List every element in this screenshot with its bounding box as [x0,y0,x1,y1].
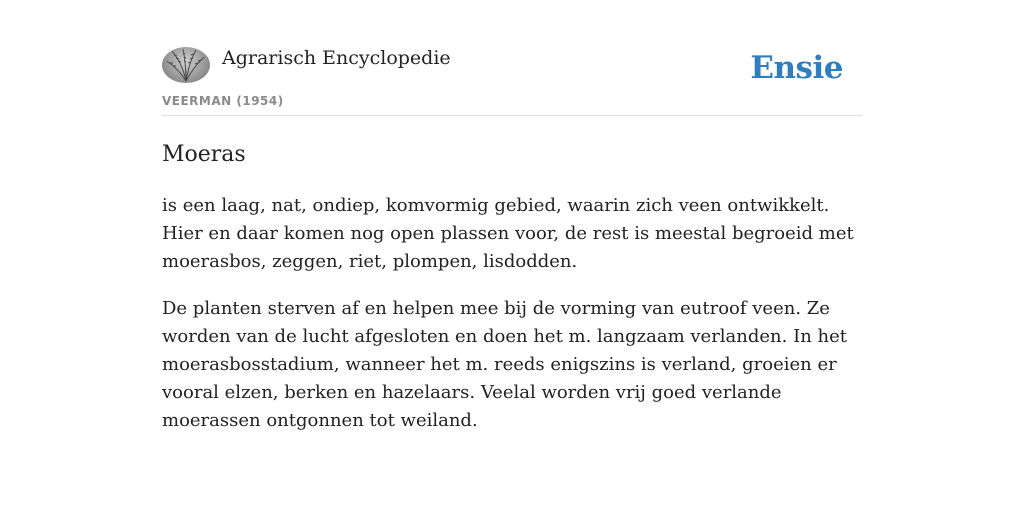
entry-title: Moeras [162,142,246,167]
source-subtitle: VEERMAN (1954) [162,94,284,108]
page-container [162,40,862,454]
entry-body [162,192,862,435]
wheat-engraving-icon[interactable] [162,47,210,83]
ensie-logo-link[interactable]: Ensie [750,50,843,86]
entry-paragraph: is een laag, nat, ondiep, komvormig gebied, waarin zich veen ontwikkelt. Hier en daar komen nog open plassen voor, de rest is meestal begroeid met moerasbos, zeggen, riet, plompen, lisdodden. [162,195,854,272]
entry-paragraph: De planten sterven af en helpen mee bij de vorming van eutroof veen. Ze worden van de lucht afgesloten en doen het m. langzaam verlanden. In het moerasbosstadium, wanneer het m. reeds enigszins is verland, groeien er vooral elzen, berken en hazelaars. Veelal worden vrij goed verlande moerassen ontgonnen tot weiland. [162,298,847,431]
source-header [162,40,862,116]
source-title-link[interactable]: Agrarisch Encyclopedie [222,47,451,69]
